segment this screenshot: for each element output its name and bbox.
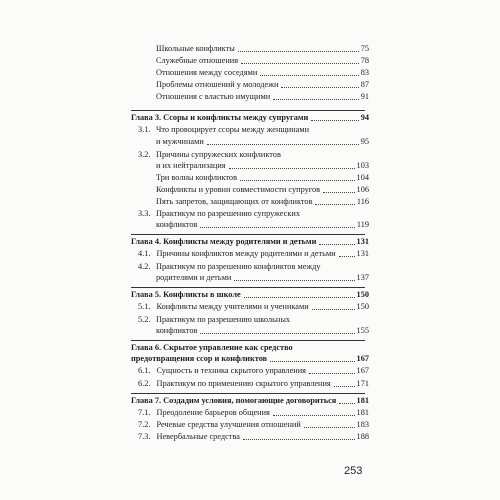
toc-entry-title: Пять запретов, защищающих от конфликтов [156,197,313,206]
section-number: 3.1. [138,125,151,134]
chapter-title: Глава 5. Конфликты в школе [131,290,241,299]
leader-dots [309,373,355,374]
section-title: Причины конфликтов между родителями и детьми [156,249,336,258]
section-page: 150 [356,302,369,311]
toc-entry-page: 78 [360,56,369,65]
leader-dots [339,403,354,404]
section-page: 188 [356,432,369,441]
section-title: Сущность и техника скрытого управления [156,366,306,375]
leader-dots [281,87,358,88]
chapter-title-line2: предотвращения ссор и конфликтов [131,354,268,363]
section-title: Невербальные средства [156,432,240,441]
section-title-line1: Практикум по разрешению школьных [156,315,291,324]
leader-dots [243,439,355,440]
section-number: 6.1. [138,366,151,375]
section-number: 7.2. [138,420,151,429]
toc-entry-title: Проблемы отношений у молодежи [156,80,279,89]
section-number: 6.2. [138,379,151,388]
toc-entry-title: Школьные конфликты [156,44,235,53]
leader-dots [315,204,354,205]
chapter-divider [131,234,365,235]
toc-entry-title: Три волны конфликтов [156,173,237,182]
toc-entry-page: 106 [356,185,369,194]
chapter-divider [131,340,365,341]
leader-dots [323,192,355,193]
leader-dots [311,120,358,121]
toc-entry [138,248,369,260]
section-number: 4.1. [138,249,151,258]
section-number: 3.2. [138,150,151,159]
toc-entry [138,419,369,431]
leader-dots [334,386,355,387]
section-page: 137 [356,273,369,282]
toc-chapter [131,395,369,407]
section-title: Конфликты между учителями и учениками [156,302,309,311]
section-number: 3.3. [138,209,151,218]
section-title-line1: Практикум по разрешению конфликтов между [156,262,321,271]
toc-entry [156,184,369,196]
toc-entry-page: 87 [360,80,369,89]
toc-entry [156,196,369,208]
leader-dots [304,427,355,428]
leader-dots [238,51,359,52]
chapter-divider [131,393,365,394]
leader-dots [234,280,354,281]
chapter-page: 181 [356,396,369,405]
leader-dots [339,256,355,257]
leader-dots [244,297,355,298]
toc-entry [156,325,369,337]
toc-chapter [131,353,369,365]
leader-dots [200,333,354,334]
section-title-line2: и их нейтрализация [156,161,226,170]
toc-entry [156,67,369,79]
chapter-page: 167 [356,354,369,363]
leader-dots [312,309,355,310]
toc-entry-page: 83 [360,68,369,77]
toc-chapter [131,289,369,301]
toc-entry [156,219,369,231]
section-title: Преодоление барьеров общения [156,408,270,417]
chapter-title: Глава 3. Ссоры и конфликты между супругами [131,113,309,122]
section-number: 5.1. [138,302,151,311]
leader-dots [260,75,358,76]
chapter-page: 94 [360,113,369,122]
chapter-page: 131 [356,237,369,246]
section-number: 7.3. [138,432,151,441]
toc-entry-title: Отношения между соседями [156,68,258,77]
toc-chapter [131,112,369,124]
leader-dots [273,415,355,416]
section-title: Речевые средства улучшения отношений [156,420,301,429]
section-title: Практикум по применению скрытого управления [156,379,331,388]
toc-entry-title: Служебные отношения [156,56,239,65]
toc-entry [138,407,369,419]
chapter-title: Глава 7. Создадим условия, помогающие договориться [131,396,337,405]
toc-chapter [131,236,369,248]
leader-dots [273,99,359,100]
toc-entry [156,55,369,67]
section-page: 167 [356,366,369,375]
section-page: 103 [356,161,369,170]
toc-entry-page: 116 [356,197,369,206]
section-title-line1: Практикум по разрешению супружеских [156,209,300,218]
section-title-line1: Причины супружеских конфликтов [156,150,281,159]
toc-entry [138,378,369,390]
section-title-line2: конфликтов [156,220,198,229]
chapter-title-line1: Глава 6. Скрытое управление как средство [131,343,293,352]
leader-dots [207,144,359,145]
chapter-title: Глава 4. Конфликты между родителями и детьми [131,237,317,246]
toc-entry [156,136,369,148]
section-page: 131 [356,249,369,258]
section-title-line2: конфликтов [156,326,198,335]
toc-entry [156,91,369,103]
leader-dots [240,180,355,181]
section-page: 95 [360,137,369,146]
toc-entry [156,272,369,284]
leader-dots [270,361,354,362]
chapter-page: 150 [356,290,369,299]
toc-entry-title: Отношения с властью имущими [156,92,271,101]
section-number: 5.2. [138,315,151,324]
toc-entry-page: 91 [360,92,369,101]
toc-entry [156,160,369,172]
leader-dots [229,168,355,169]
leader-dots [200,227,354,228]
toc-entry [156,172,369,184]
leader-dots [319,244,354,245]
section-page: 155 [356,326,369,335]
toc-entry [138,301,369,313]
toc-entry-page: 104 [356,173,369,182]
section-title-line2: родителями и детьми [156,273,232,282]
section-number: 7.1. [138,408,151,417]
toc-entry [138,431,369,443]
chapter-divider [131,110,365,111]
toc-entry [138,365,369,377]
section-page: 183 [356,420,369,429]
section-title-line1: Что провоцирует ссоры между женщинами [156,125,310,134]
section-page: 119 [356,220,369,229]
chapter-divider [131,287,365,288]
leader-dots [241,63,359,64]
toc-entry [156,79,369,91]
toc-entry [156,43,369,55]
section-title-line2: и мужчинами [156,137,204,146]
toc-entry-page: 75 [360,44,369,53]
section-page: 181 [356,408,369,417]
page-number: 253 [344,465,363,477]
section-number: 4.2. [138,262,151,271]
section-page: 171 [356,379,369,388]
toc-entry-title: Конфликты и уровни совместимости супругов [156,185,321,194]
